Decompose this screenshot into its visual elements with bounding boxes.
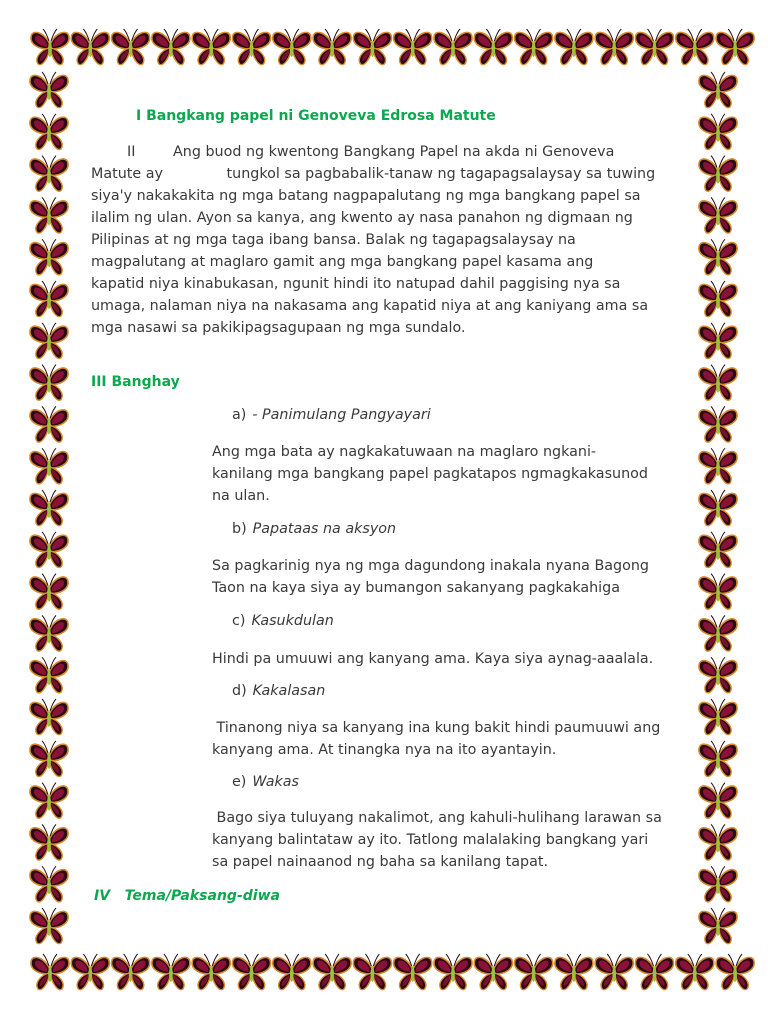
butterfly-icon [474, 954, 512, 990]
butterfly-icon [232, 29, 270, 65]
butterfly-icon [699, 532, 737, 568]
butterfly-icon [30, 615, 68, 651]
butterfly-icon [30, 406, 68, 442]
butterfly-icon [31, 954, 69, 990]
butterfly-icon [699, 281, 737, 317]
butterfly-icon [699, 824, 737, 860]
butterfly-icon [152, 954, 190, 990]
butterfly-icon [30, 866, 68, 902]
section-3-heading: III Banghay [91, 374, 180, 390]
paragraph-line-7: kapatid niya kinabukasan, ngunit hindi ito natupad dahil paggising nya sa [91, 276, 621, 292]
banghay-item-c-text: Hindi pa umuuwi ang kanyang ama. Kaya siya aynag-aaalala. [212, 651, 654, 667]
paragraph-line-1: II Ang buod ng kwentong Bangkang Papel na akda ni Genoveva [91, 141, 691, 163]
butterfly-icon [434, 29, 472, 65]
banghay-item-d-text: Tinanong niya sa kanyang ina kung bakit hindi paumuuwi ang kanyang ama. At tinangka nya na ito ayantayin. [212, 720, 661, 758]
butterfly-icon [699, 657, 737, 693]
section-2-paragraph [91, 141, 691, 339]
butterfly-icon [30, 574, 68, 610]
butterfly-icon [699, 574, 737, 610]
butterfly-icon [30, 532, 68, 568]
butterfly-icon [30, 783, 68, 819]
butterfly-icon [699, 783, 737, 819]
butterfly-icon [635, 29, 673, 65]
butterfly-icon [394, 954, 432, 990]
butterfly-icon [30, 657, 68, 693]
butterfly-icon [30, 448, 68, 484]
paragraph-line-6: magpalutang at maglaro gamit ang mga bangkang papel kasama ang [91, 254, 594, 270]
paragraph-line-9: mga nasawi sa pakikipagsagupaan ng mga sundalo. [91, 320, 466, 336]
butterfly-icon [699, 365, 737, 401]
butterfly-icon [273, 29, 311, 65]
butterfly-icon [192, 954, 230, 990]
butterfly-icon [555, 954, 593, 990]
banghay-item-b-text: Sa pagkarinig nya ng mga dagundong inakala nyana Bagong Taon na kaya siya ay bumangon sakanyang pagkakahiga [212, 558, 649, 596]
butterfly-icon [515, 29, 553, 65]
butterfly-icon [30, 323, 68, 359]
butterfly-icon [699, 448, 737, 484]
butterfly-icon [112, 954, 150, 990]
paragraph-line-4: ilalim ng ulan. Ayon sa kanya, ang kwento ay nasa panahon ng digmaan ng [91, 210, 633, 226]
butterfly-icon [30, 197, 68, 233]
butterfly-icon [699, 197, 737, 233]
butterfly-icon [313, 29, 351, 65]
banghay-item-e-text: Bago siya tuluyang nakalimot, ang kahuli-hulihang larawan sa kanyang balintataw ay ito. Tatlong malalaking bangkang yari sa papel nainaanod ng baha sa kanilang tapat. [212, 810, 662, 870]
banghay-item-e-label: e) Wakas [232, 774, 299, 790]
banghay-item-b-label: b) Papataas na aksyon [232, 521, 397, 537]
butterfly-icon [716, 954, 754, 990]
banghay-item-a-label: a) - Panimulang Pangyayari [232, 407, 431, 423]
butterfly-icon [152, 29, 190, 65]
butterfly-icon [192, 29, 230, 65]
butterfly-icon [699, 615, 737, 651]
butterfly-icon [30, 239, 68, 275]
section-4-heading: IV Tema/Paksang-diwa [94, 888, 280, 904]
butterfly-icon [555, 29, 593, 65]
butterfly-icon [474, 29, 512, 65]
butterfly-icon [30, 365, 68, 401]
section-2-number: II [127, 144, 136, 160]
document-title: I Bangkang papel ni Genoveva Edrosa Matute [136, 108, 496, 124]
banghay-item-a-text: Ang mga bata ay nagkakatuwaan na maglaro ngkani- kanilang mga bangkang papel pagkatapos ngmagkakasunod na ulan. [212, 444, 648, 504]
butterfly-icon [515, 954, 553, 990]
paragraph-line-2: Matute ay tungkol sa pagbabalik-tanaw ng tagapagsalaysay sa tuwing [91, 166, 656, 182]
butterfly-icon [31, 29, 69, 65]
paragraph-line-5: Pilipinas at ng mga taga ibang bansa. Balak ng tagapagsalaysay na [91, 232, 576, 248]
butterfly-icon [353, 954, 391, 990]
butterfly-icon [699, 156, 737, 192]
paragraph-line-3: siya'y nakakakita ng mga batang nagpapalutang ng mga bangkang papel sa [91, 188, 641, 204]
butterfly-icon [699, 323, 737, 359]
butterfly-icon [699, 699, 737, 735]
butterfly-icon [30, 908, 68, 944]
butterfly-icon [699, 406, 737, 442]
banghay-item-c-label: c) Kasukdulan [232, 613, 334, 629]
butterfly-icon [71, 954, 109, 990]
butterfly-icon [676, 954, 714, 990]
butterfly-icon [30, 699, 68, 735]
butterfly-icon [699, 490, 737, 526]
butterfly-icon [30, 741, 68, 777]
butterfly-icon [30, 824, 68, 860]
butterfly-icon [71, 29, 109, 65]
butterfly-icon [30, 281, 68, 317]
butterfly-icon [699, 908, 737, 944]
butterfly-icon [353, 29, 391, 65]
butterfly-icon [699, 114, 737, 150]
banghay-item-d-label: d) Kakalasan [232, 683, 326, 699]
butterfly-icon [595, 29, 633, 65]
butterfly-icon [699, 72, 737, 108]
butterfly-icon [434, 954, 472, 990]
butterfly-icon [699, 741, 737, 777]
butterfly-icon [30, 156, 68, 192]
butterfly-icon [30, 114, 68, 150]
butterfly-icon [313, 954, 351, 990]
butterfly-icon [699, 866, 737, 902]
butterfly-icon [273, 954, 311, 990]
butterfly-icon [676, 29, 714, 65]
paragraph-line-8: umaga, nalaman niya na nakasama ang kapatid niya at ang kaniyang ama sa [91, 298, 649, 314]
butterfly-icon [30, 72, 68, 108]
butterfly-icon [716, 29, 754, 65]
butterfly-icon [30, 490, 68, 526]
butterfly-icon [232, 954, 270, 990]
butterfly-icon [699, 239, 737, 275]
butterfly-icon [394, 29, 432, 65]
butterfly-icon [112, 29, 150, 65]
butterfly-icon [595, 954, 633, 990]
butterfly-icon [635, 954, 673, 990]
